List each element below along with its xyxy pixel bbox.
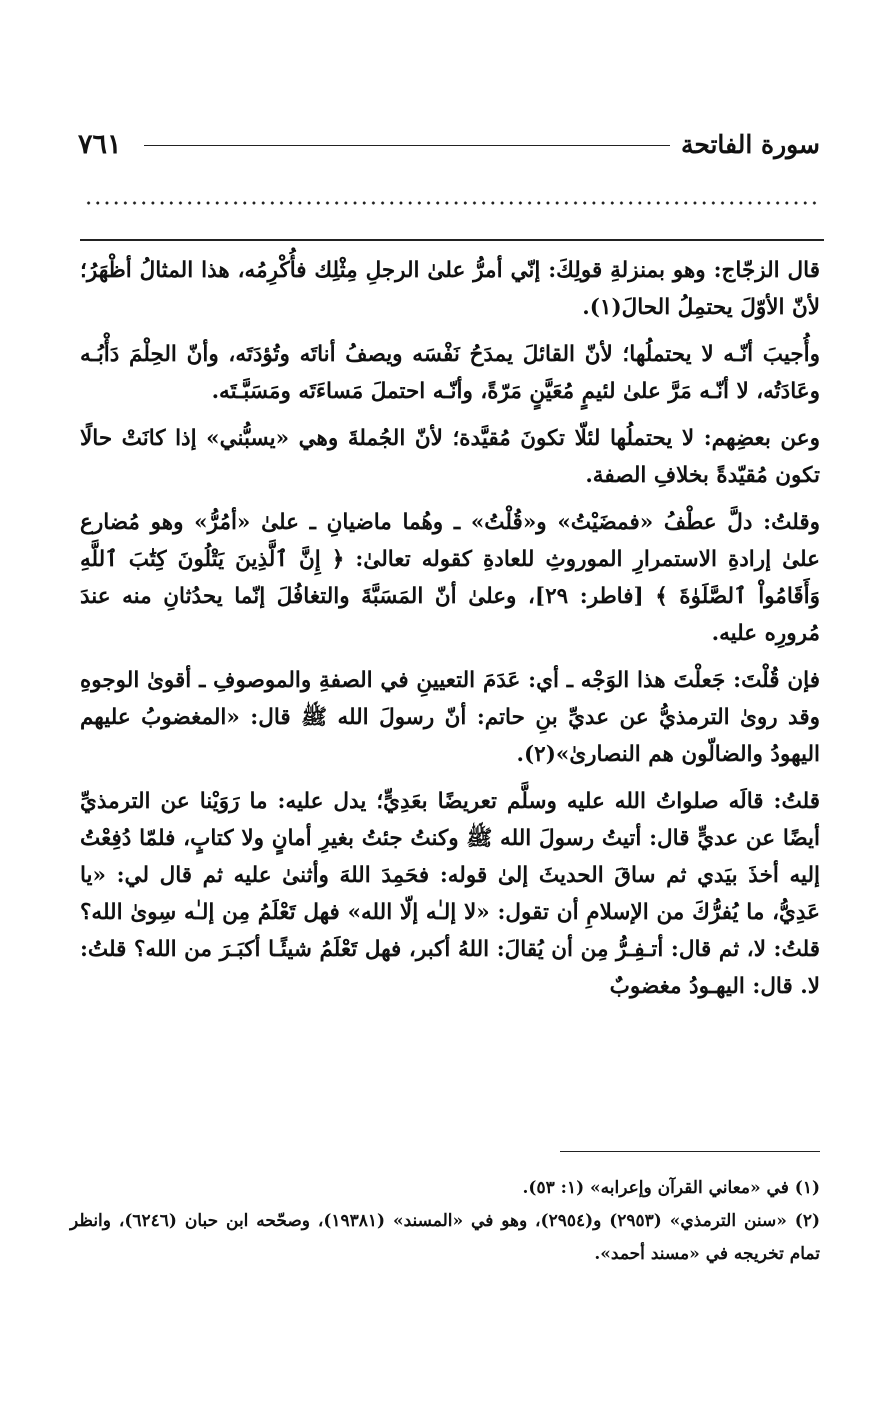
- footnotes: [70, 1172, 820, 1271]
- page-number: ٧٦١: [78, 129, 122, 160]
- paragraph: وأُجيبَ أنّـه لا يحتملُها؛ لأنّ القائلَ يمدَحُ نَفْسَه ويصفُ أناتَه وتُؤدَتَه، وأنّ الحِلْمَ دَأْبُـه وعَادَتُه، لا أنّـه مَرَّ علىٰ لئيمٍ مُعَيَّنٍ مَرّةً، وأنّـه احتملَ مَساءَتَه ومَسَبَّـتَه.: [80, 342, 820, 404]
- running-header: [78, 128, 820, 162]
- paragraph: وعن بعضِهم: لا يحتملُها لئلّا تكونَ مُقيَّدة؛ لأنّ الجُملةَ وهي «يسبُّني» إذا كانَتْ حالًا تكون مُقيّدةً بخلافِ الصفة.: [80, 426, 820, 488]
- dotted-separator: [84, 197, 820, 209]
- footnote-rule: [560, 1151, 820, 1152]
- paragraph: قال الزجّاج: وهو بمنزلةِ قولِكَ: إنّي أمرُّ علىٰ الرجلِ مِثْلِك فأُكْرِمُه، هذا المثالُ أظْهَرُ؛ لأنّ الأوّلَ يحتمِلُ الحالَ(١).: [80, 258, 820, 320]
- surah-title: سورة الفاتحة: [680, 130, 820, 159]
- paragraph: قلتُ: قالَه صلواتُ الله عليه وسلَّم تعريضًا بعَدِيٍّ؛ يدل عليه: ما رَوَيْنا عن الترمذيِّ أيضًا عن عديٍّ قال: أتيتُ رسولَ الله ﷺ وكنتُ جئتُ بغيرِ أمانٍ ولا كتابٍ، فلمّا دُفِعْتُ إليه أخذَ بيَدي ثم ساقَ الحديثَ إلىٰ قوله: فحَمِدَ اللهَ وأثنىٰ عليه ثم قال لي: «يا عَدِيُّ، ما يُفرُّكَ من الإسلامِ أن تقول: «لا إلـٰه إلّا الله» فهل تَعْلَمُ مِن إلـٰه سِوىٰ الله؟ قلتُ: لا، ثم قال: أتـفِـرُّ مِن أن يُقالَ: اللهُ أكبر، فهل تَعْلَمُ شيئًـا أكبَـرَ من الله؟ قلتُ: لا. قال: اليهـودُ مغضوبٌ: [80, 789, 820, 999]
- header-rule: [144, 145, 670, 146]
- paragraph: فإن قُلْتَ: جَعلْتَ هذا الوَجْه ـ أي: عَدَمَ التعيينِ في الصفةِ والموصوفِ ـ أقوىٰ الوجوهِ وقد روىٰ الترمذيُّ عن عديِّ بنِ حاتم: أنّ رسولَ الله ﷺ قال: «المغضوبُ عليهم اليهودُ والضالّون هم النصارىٰ»(٢).: [80, 668, 820, 767]
- footnote: (٢) «سنن الترمذي» (٢٩٥٣) و(٢٩٥٤)، وهو في «المسند» (١٩٣٨١)، وصحّحه ابن حبان (٦٢٤٦)، وانظر تمام تخريجه في «مسند أحمد».: [70, 1211, 820, 1264]
- paragraph: وقلتُ: دلَّ عطْفُ «فمضَيْتُ» و«قُلْتُ» ـ وهُما ماضيانِ ـ علىٰ «أمُرُّ» وهو مُضارع علىٰ إرادةِ الاستمرارِ الموروثِ للعادةِ كقوله تعالىٰ: ﴿ إِنَّ ٱلَّذِينَ يَتْلُونَ كِتَٰبَ ٱللَّهِ وَأَقَامُواْ ٱلصَّلَوٰةَ ﴾ [فاطر: ٢٩]، وعلىٰ أنّ المَسَبَّةَ والتغافُلَ إنّما يحدُثانِ منه عندَ مُرورِه عليه.: [80, 510, 820, 646]
- top-rule: [80, 239, 824, 241]
- footnote: (١) في «معاني القرآن وإعرابه» (١: ٥٣).: [522, 1178, 820, 1198]
- main-text: [80, 252, 820, 1015]
